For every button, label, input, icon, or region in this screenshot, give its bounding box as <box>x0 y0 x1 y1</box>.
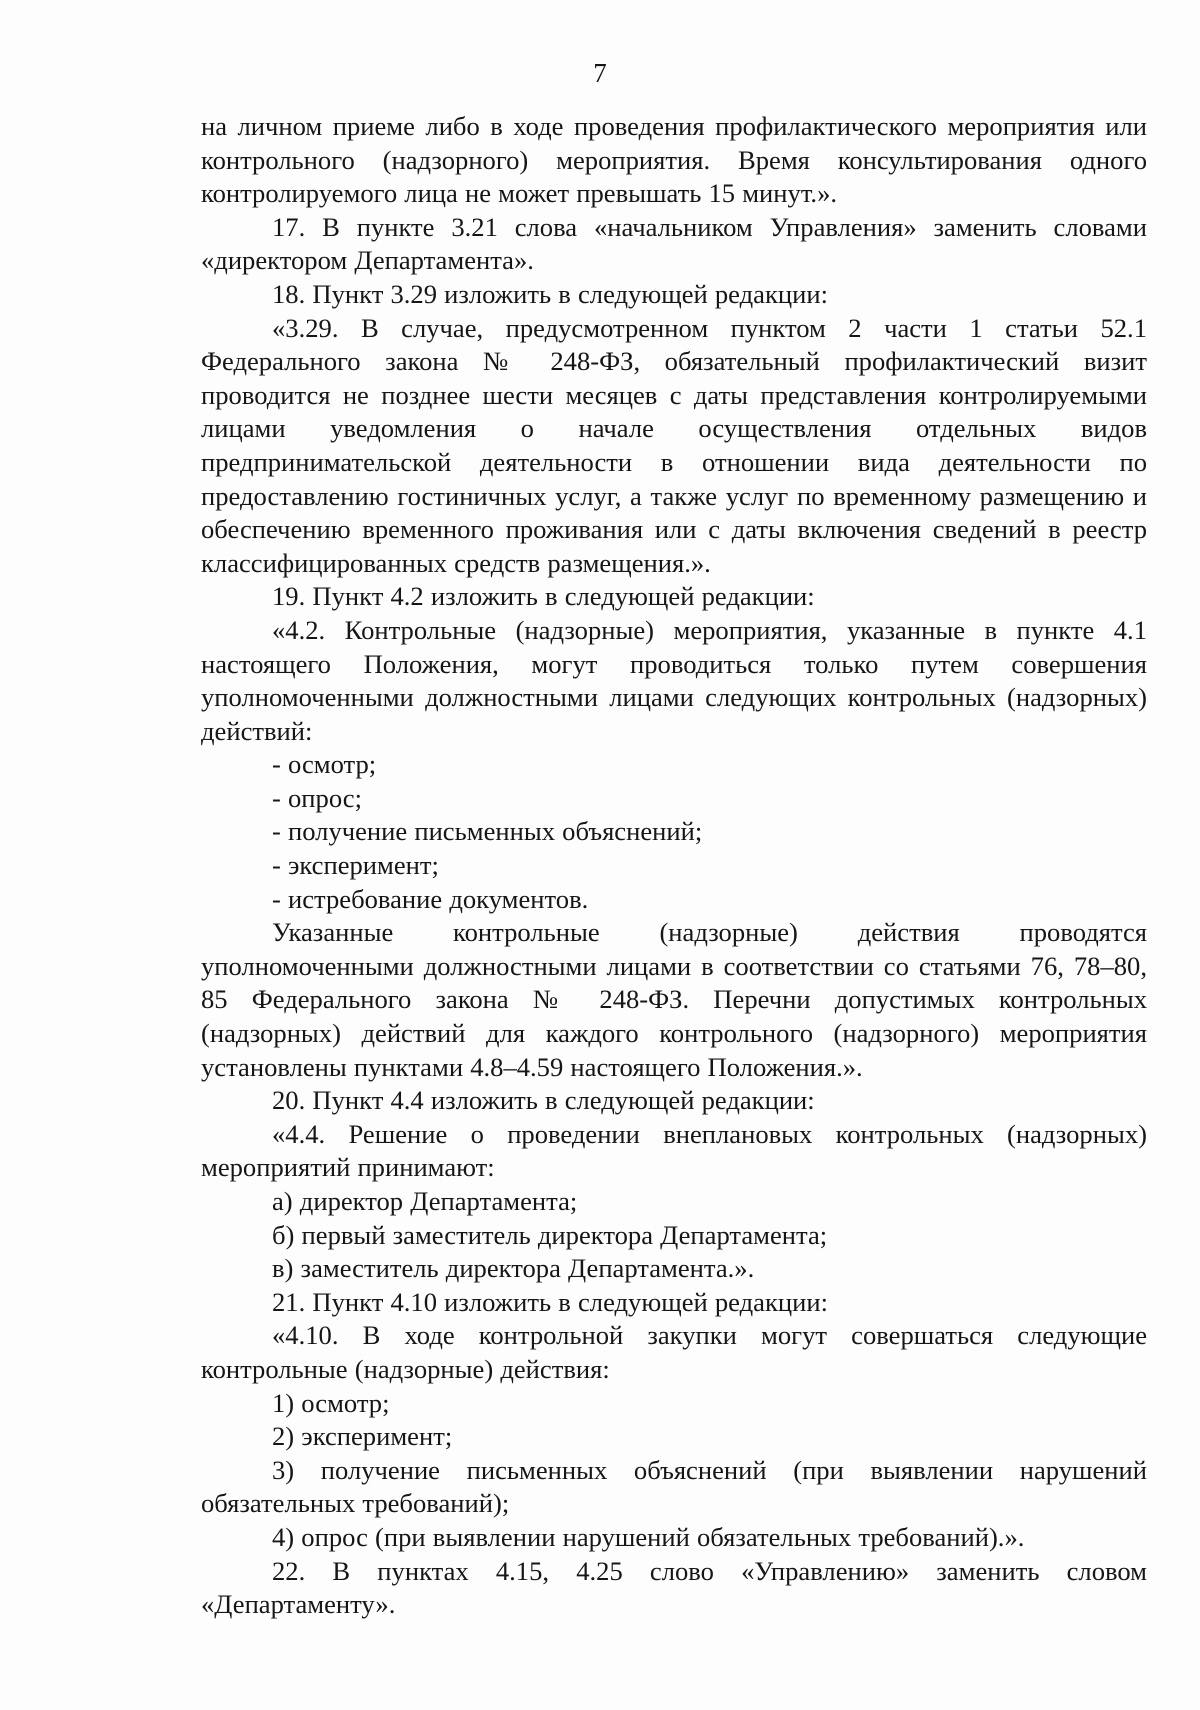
paragraph-clause-4-2: «4.2. Контрольные (надзорные) мероприятия, указанные в пункте 4.1 настоящего Положения, могут проводиться только путем совершения уполномоченными должностными лицами следующих контрольных (надзорных) действий: <box>201 614 1147 746</box>
list-item-experiment-numbered: 2) эксперимент; <box>272 1421 453 1452</box>
list-item-inspection-numbered: 1) осмотр; <box>272 1387 390 1418</box>
list-item-experiment: - эксперимент; <box>272 850 439 881</box>
document-body <box>201 110 1147 1622</box>
list-item-first-deputy: б) первый заместитель директора Департамента; <box>272 1219 828 1250</box>
list-item-explanations-numbered: 3) получение письменных объяснений (при выявлении нарушений обязательных требований); <box>201 1454 1147 1519</box>
paragraph-item-18: 18. Пункт 3.29 изложить в следующей редакции: <box>272 278 828 309</box>
paragraph-clause-3-29: «3.29. В случае, предусмотренном пунктом 2 части 1 статьи 52.1 Федерального закона № 248-ФЗ, обязательный профилактический визит проводится не позднее шести месяцев с даты представления контролируемыми лицами уведомления о начале осуществления отдельных видов предпринимательской деятельности в отношении вида деятельности по предоставлению гостиничных услуг, а также услуг по временному размещению и обеспечению временного проживания или с даты включения сведений в реестр классифицированных средств размещения.». <box>201 312 1147 578</box>
paragraph-item-20: 20. Пункт 4.4 изложить в следующей редакции: <box>272 1085 815 1116</box>
paragraph-item-17: 17. В пункте 3.21 слова «начальником Управления» заменить словами «директором Департамента». <box>201 211 1147 276</box>
paragraph-clause-4-10: «4.10. В ходе контрольной закупки могут совершаться следующие контрольные (надзорные) действия: <box>201 1320 1147 1384</box>
paragraph-clause-4-4: «4.4. Решение о проведении внеплановых контрольных (надзорных) мероприятий принимают: <box>201 1118 1147 1183</box>
paragraph-item-21: 21. Пункт 4.10 изложить в следующей редакции: <box>272 1286 828 1317</box>
list-item-document-request: - истребование документов. <box>272 883 589 914</box>
list-item-survey-numbered: 4) опрос (при выявлении нарушений обязательных требований).». <box>272 1521 1025 1552</box>
list-item-inspection: - осмотр; <box>272 749 377 780</box>
paragraph-item-22: 22. В пунктах 4.15, 4.25 слово «Управлению» заменить словом «Департаменту». <box>201 1555 1147 1620</box>
page-number: 7 <box>593 58 607 88</box>
list-item-deputy: в) заместитель директора Департамента.». <box>272 1253 755 1284</box>
paragraph-item-19: 19. Пункт 4.2 изложить в следующей редакции: <box>272 581 815 612</box>
paragraph-actions-note: Указанные контрольные (надзорные) действия проводятся уполномоченными должностными лицами в соответствии со статьями 76, 78–80, 85 Федерального закона № 248-ФЗ. Перечни допустимых контрольных (надзорных) действий для каждого контрольного (надзорного) мероприятия установлены пунктами 4.8–4.59 настоящего Положения.». <box>201 917 1147 1082</box>
paragraph-consultation-end: на личном приеме либо в ходе проведения профилактического мероприятия или контрольного (надзорного) мероприятия. Время консультирования одного контролируемого лица не может превышать 15 минут.». <box>201 111 1147 209</box>
list-item-written-explanations: - получение письменных объяснений; <box>272 816 703 847</box>
list-item-survey: - опрос; <box>272 782 362 813</box>
list-item-director: а) директор Департамента; <box>272 1186 578 1216</box>
